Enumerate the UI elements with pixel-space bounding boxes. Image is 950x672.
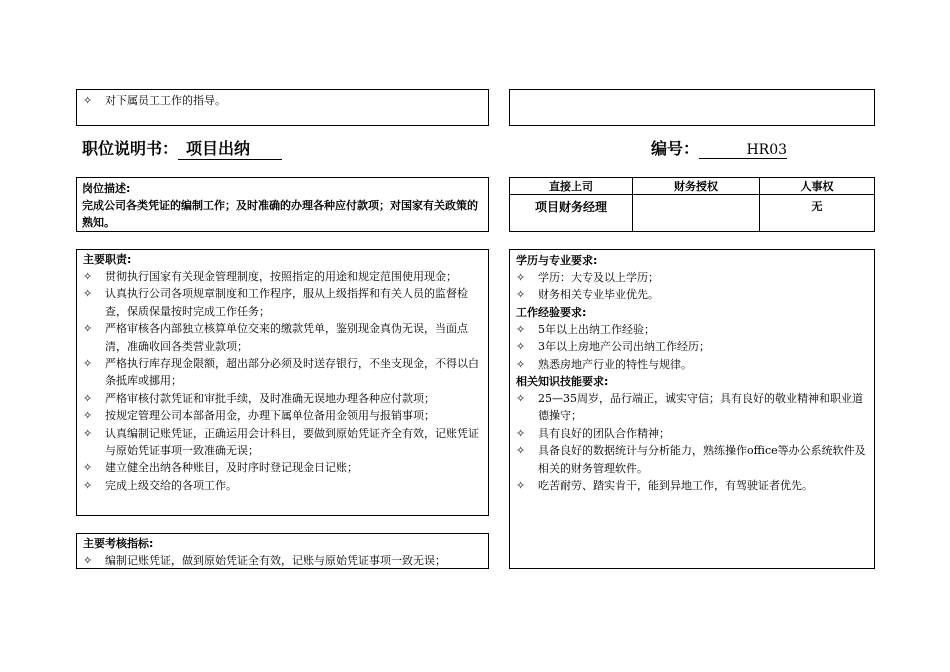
header-hr-authority: 人事权 [760,178,875,195]
diamond-bullet-icon: ✧ [516,340,526,354]
duties-list [83,268,482,494]
top-left-box [76,89,489,126]
description-heading: 岗位描述: [82,182,131,195]
list-item-text: 认真执行公司各项规章制度和工作程序，服从上级指挥和有关人员的监督检查，保质保量按时完成工作任务； [105,287,468,318]
list-item-text: 编制记账凭证，做到原始凭证全有效，记账与原始凭证事项一致无误； [105,554,446,567]
position-name: 项目出纳 [178,136,282,160]
list-item-text: 认真编制记账凭证，正确运用会计科目，要做到原始凭证齐全有效，记账凭证与原始凭证事项一致准确无误； [105,426,479,458]
diamond-bullet-icon: ✧ [83,357,93,371]
list-item [516,477,868,494]
list-item [83,268,482,285]
kpi-list [83,552,482,569]
diamond-bullet-icon: ✧ [516,426,526,440]
authority-table [509,177,875,232]
diamond-bullet-icon: ✧ [83,554,93,567]
list-item-text: 具有良好的团队合作精神； [538,426,670,440]
list-item [516,442,868,477]
job-description-box [76,177,489,232]
diamond-bullet-icon: ✧ [516,479,526,493]
diamond-bullet-icon: ✧ [516,444,526,458]
kpi-heading: 主要考核指标: [83,537,154,550]
duties-heading: 主要职责: [83,253,132,266]
diamond-bullet-icon: ✧ [83,409,93,423]
header-supervisor: 直接上司 [510,178,633,195]
list-item-text: 具备良好的数据统计与分析能力，熟练操作office等办公系统软件及相关的财务管理软件。 [538,444,866,475]
skills-list [516,390,868,494]
diamond-bullet-icon: ✧ [83,478,93,492]
list-item-text: 25—35周岁，品行端正，诚实守信；具有良好的敬业精神和职业道德操守； [538,392,863,423]
top-right-box [509,89,875,126]
list-item [516,286,868,303]
duties-box [76,249,489,516]
list-item-text: 严格审核付款凭证和审批手续，及时准确无误地办理各种应付款项； [105,391,435,405]
list-item-text: 严格审核各内部独立核算单位交来的缴款凭单，鉴别现金真伪无误，当面点清，准确收回各类营业款项； [105,322,468,353]
list-item [83,477,482,494]
page-title [82,136,282,160]
requirements-box [509,249,875,569]
list-item-text: 严格执行库存现金限额，超出部分必须及时送存银行，不坐支现金，不得以白条抵库或挪用； [105,357,479,388]
list-item-text: 完成上级交给的各项工作。 [105,478,237,492]
list-item [516,269,868,286]
list-item-text: 学历：大专及以上学历； [538,271,659,284]
diamond-bullet-icon: ✧ [83,94,93,107]
list-item [83,320,482,355]
list-item [83,285,482,320]
hr-authority-value: 无 [760,195,875,232]
list-item [83,425,482,460]
list-item-text: 熟悉房地产行业的特性与规律。 [538,357,692,371]
diamond-bullet-icon: ✧ [83,270,93,283]
list-item [516,425,868,442]
list-item [516,356,868,373]
experience-list [516,321,868,373]
diamond-bullet-icon: ✧ [83,322,93,336]
kpi-box [76,533,489,569]
list-item [516,338,868,355]
diamond-bullet-icon: ✧ [516,271,526,284]
list-item [83,355,482,390]
education-list [516,269,868,304]
list-item-text: 建立健全出纳各种账目，及时序时登记现金日记账； [105,461,358,475]
diamond-bullet-icon: ✧ [83,287,93,301]
list-item [516,321,868,338]
finance-authority-value [633,195,760,232]
diamond-bullet-icon: ✧ [83,426,93,440]
education-heading: 学历与专业要求: [516,254,598,267]
list-item [83,92,482,109]
description-text: 完成公司各类凭证的编制工作；及时准确的办理各种应付款项；对国家有关政策的熟知。 [82,199,478,229]
supervisor-value: 项目财务经理 [510,195,633,232]
list-item [83,552,482,569]
document-number [651,136,787,159]
number-value: HR03 [699,142,787,159]
diamond-bullet-icon: ✧ [516,288,526,302]
list-item-text: 5年以上出纳工作经验； [538,322,655,336]
list-item-text: 3年以上房地产公司出纳工作经历； [538,340,710,354]
list-item-text: 吃苦耐劳、踏实肯干，能到异地工作，有驾驶证者优先。 [538,479,813,493]
list-item-text: 对下属员工工作的指导。 [105,94,226,107]
list-item [83,459,482,476]
title-label: 职位说明书： [82,139,179,158]
list-item-text: 财务相关专业毕业优先。 [538,288,659,302]
diamond-bullet-icon: ✧ [83,461,93,475]
list-item-text: 按规定管理公司本部备用金，办理下属单位备用金领用与报销事项； [105,409,435,423]
list-item [516,390,868,425]
list-item [83,407,482,424]
number-label: 编号： [651,139,700,158]
skills-heading: 相关知识技能要求: [516,375,609,389]
diamond-bullet-icon: ✧ [516,357,526,371]
header-finance-authority: 财务授权 [633,178,760,195]
list-item-text: 贯彻执行国家有关现金管理制度，按照指定的用途和规定范围使用现金； [105,270,457,283]
diamond-bullet-icon: ✧ [516,322,526,336]
diamond-bullet-icon: ✧ [83,391,93,405]
experience-heading: 工作经验要求: [516,305,587,319]
list-item [83,390,482,407]
diamond-bullet-icon: ✧ [516,392,526,406]
